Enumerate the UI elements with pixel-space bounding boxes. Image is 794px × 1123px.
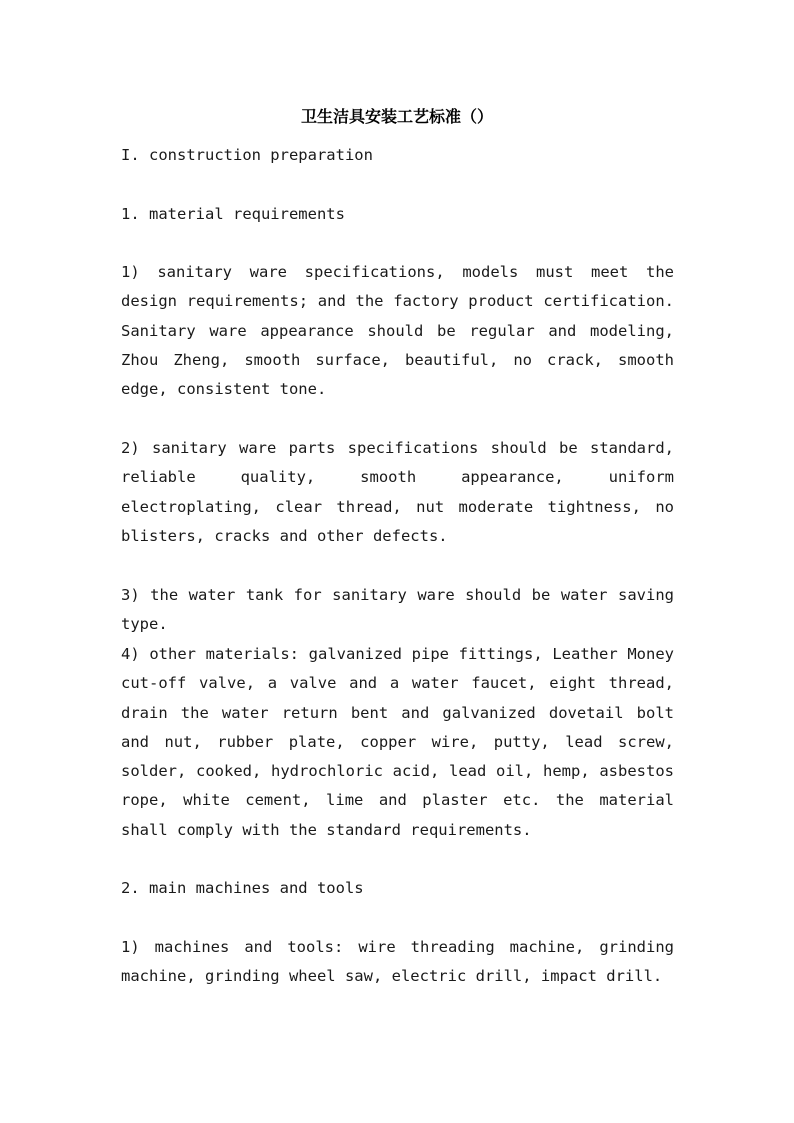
paragraph-water-tank: 3) the water tank for sanitary ware should be water saving type. [121,586,674,634]
section-heading: I. construction preparation [121,146,373,164]
paragraph-parts-specs: 2) sanitary ware parts specifications should be standard, reliable quality, smooth appearance, uniform electroplating, clear thread, nut moderate tightness, no blisters, cracks and other defects. [121,439,674,545]
subsection-heading-materials: 1. material requirements [121,205,345,223]
paragraph-other-materials: 4) other materials: galvanized pipe fittings, Leather Money cut-off valve, a valve and a water faucet, eight thread, drain the water return bent and galvanized dovetail bolt and nut, rubber plate, copper wire, putty, lead screw, solder, cooked, hydrochloric acid, lead oil, hemp, asbestos rope, white cement, lime and plaster etc. the material shall comply with the standard requirements. [121,645,674,839]
paragraph-sanitary-ware-specs: 1) sanitary ware specifications, models must meet the design requirements; and the factory product certification. Sanitary ware appearance should be regular and modeling, Zhou Zheng, smooth surface, beautiful, no crack, smooth edge, consistent tone. [121,263,674,399]
document-title: 卫生洁具安装工艺标准（） [300,107,493,126]
paragraph-machines-tools: 1) machines and tools: wire threading machine, grinding machine, grinding wheel saw, electric drill, impact drill. [121,938,674,986]
subsection-heading-machines: 2. main machines and tools [121,879,364,897]
